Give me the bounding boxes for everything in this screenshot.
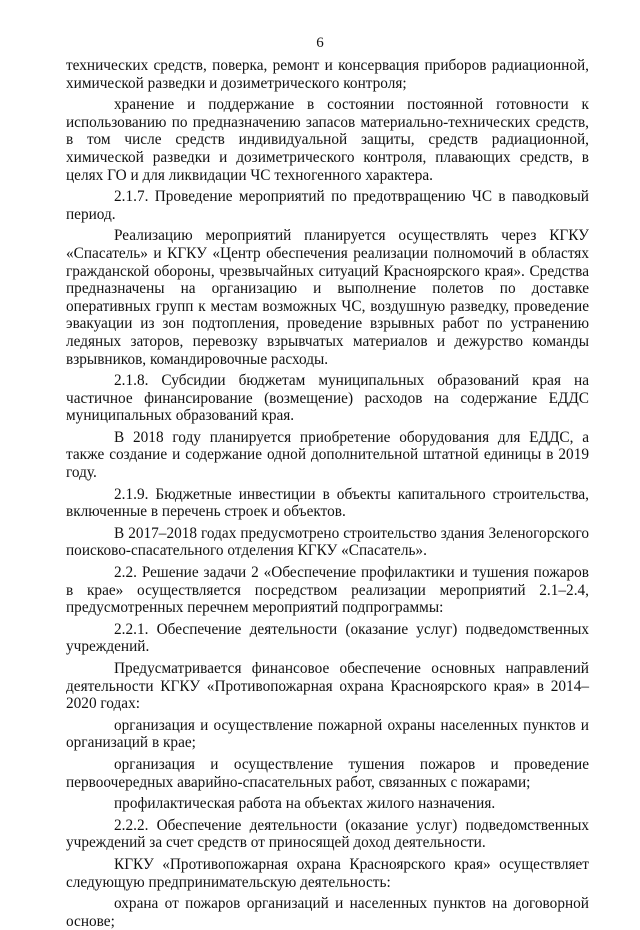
paragraph: охрана от пожаров организаций и населенных пунктов на договорной основе; — [66, 895, 589, 930]
paragraph: организация и осуществление тушения пожаров и проведение первоочередных аварийно-спасательных работ, связанных с пожарами; — [66, 755, 589, 791]
paragraph: профилактическая работа на объектах жилого назначения. — [114, 795, 496, 813]
paragraph: хранение и поддержание в состоянии постоянной готовности к использованию по предназначению запасов материально-технических средств, в том числе средств индивидуальной защиты, средств радиационной, химической разведки и дозиметрического контроля, плавающих средств, в целях ГО и для ликвидации ЧС техногенного характера. — [66, 96, 589, 184]
paragraph: Предусматривается финансовое обеспечение основных направлений деятельности КГКУ «Противопожарная охрана Красноярского края» в 2014–2020 годах: — [66, 660, 589, 713]
document-body — [66, 57, 589, 930]
paragraph: 2.1.9. Бюджетные инвестиции в объекты капитального строительства, включенные в перечень строек и объектов. — [66, 485, 589, 521]
paragraph: 2.2.1. Обеспечение деятельности (оказание услуг) подведомственных учреждений. — [66, 620, 589, 656]
paragraph: 2.2. Решение задачи 2 «Обеспечение профилактики и тушения пожаров в крае» осуществляется посредством реализации мероприятий 2.1–2.4, предусмотренных перечнем мероприятий подпрограммы: — [66, 564, 589, 617]
paragraph: технических средств, поверка, ремонт и консервация приборов радиационной, химической разведки и дозиметрического контроля; — [66, 57, 589, 92]
paragraph: В 2018 году планируется приобретение оборудования для ЕДДС, а также создание и содержание одной дополнительной штатной единицы в 2019 году. — [66, 428, 589, 482]
page-number: 6 — [316, 35, 324, 51]
paragraph: 2.1.7. Проведение мероприятий по предотвращению ЧС в паводковый период. — [66, 188, 589, 223]
paragraph: В 2017–2018 годах предусмотрено строительство здания Зеленогорского поисково-спасательного отделения КГКУ «Спасатель». — [66, 524, 589, 560]
paragraph: организация и осуществление пожарной охраны населенных пунктов и организаций в крае; — [66, 716, 589, 752]
paragraph: Реализацию мероприятий планируется осуществлять через КГКУ «Спасатель» и КГКУ «Центр обеспечения реализации полномочий в областях гражданской обороны, чрезвычайных ситуаций Красноярского края». Средства предназначены на организацию и выполнение полетов по доставке оперативных групп к местам возможных ЧС, воздушную разведку, проведение эвакуации из зон подтопления, проведение взрывных работ по устранению ледяных заторов, перевозку взрывчатых материалов и дежурство команды взрывников, командировочные расходы. — [66, 227, 589, 368]
paragraph: 2.1.8. Субсидии бюджетам муниципальных образований края на частичное финансирование (возмещение) расходов на содержание ЕДДС муниципальных образований края. — [66, 372, 589, 425]
paragraph: 2.2.2. Обеспечение деятельности (оказание услуг) подведомственных учреждений за счет средств от приносящей доход деятельности. — [66, 816, 589, 852]
paragraph: КГКУ «Противопожарная охрана Красноярского края» осуществляет следующую предпринимательскую деятельность: — [66, 855, 589, 891]
